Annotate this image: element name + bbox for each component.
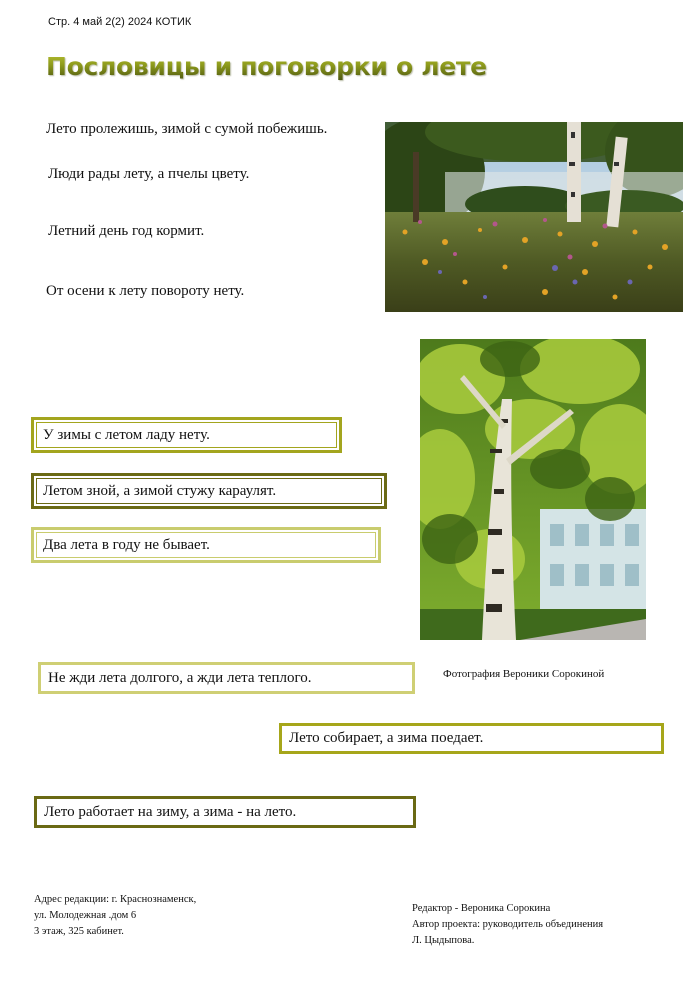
page-header: Стр. 4 май 2(2) 2024 КОТИК [48,16,192,28]
proverb-1: Лето пролежишь, зимой с сумой побежишь. [46,121,328,137]
proverb-frame-5-text: Лето собирает, а зима поедает. [282,726,661,751]
proverb-4: От осени к лету повороту нету. [46,283,245,299]
proverb-frame-4 [38,662,415,694]
birch-photo [420,339,646,640]
proverb-frame-1-text: У зимы с летом ладу нету. [36,422,337,448]
proverb-frame-6 [34,796,416,828]
credits-line-3: Л. Цыдыпова. [412,935,475,946]
proverb-frame-4-text: Не жди лета долгого, а жди лета теплого. [41,665,412,691]
credits-line-2: Автор проекта: руководитель объединения [412,919,604,930]
address-line-2: ул. Молодежная .дом 6 [34,910,137,921]
proverb-frame-5 [279,723,664,754]
editorial-credits [412,901,603,949]
address-line-1: Адрес редакции: г. Краснознаменск, [34,894,197,905]
proverb-frame-3 [31,527,381,563]
proverb-frame-3-text: Два лета в году не бывает. [36,532,376,558]
address-line-3: 3 этаж, 325 кабинет. [34,926,124,937]
proverb-frame-1 [31,417,342,453]
page-title: Пословицы и поговорки о лете [46,52,487,81]
proverb-frame-2-text: Летом зной, а зимой стужу караулят. [36,478,382,504]
proverb-frame-6-text: Лето работает на зиму, а зима - на лето. [37,799,413,825]
meadow-photo [385,122,683,312]
proverb-frame-2 [31,473,387,509]
proverb-3: Летний день год кормит. [48,223,205,239]
proverb-2: Люди рады лету, а пчелы цвету. [48,166,250,182]
photo-caption: Фотография Вероники Сорокиной [443,668,605,680]
credits-line-1: Редактор - Вероника Сорокина [412,903,551,914]
editorial-address [34,892,196,940]
